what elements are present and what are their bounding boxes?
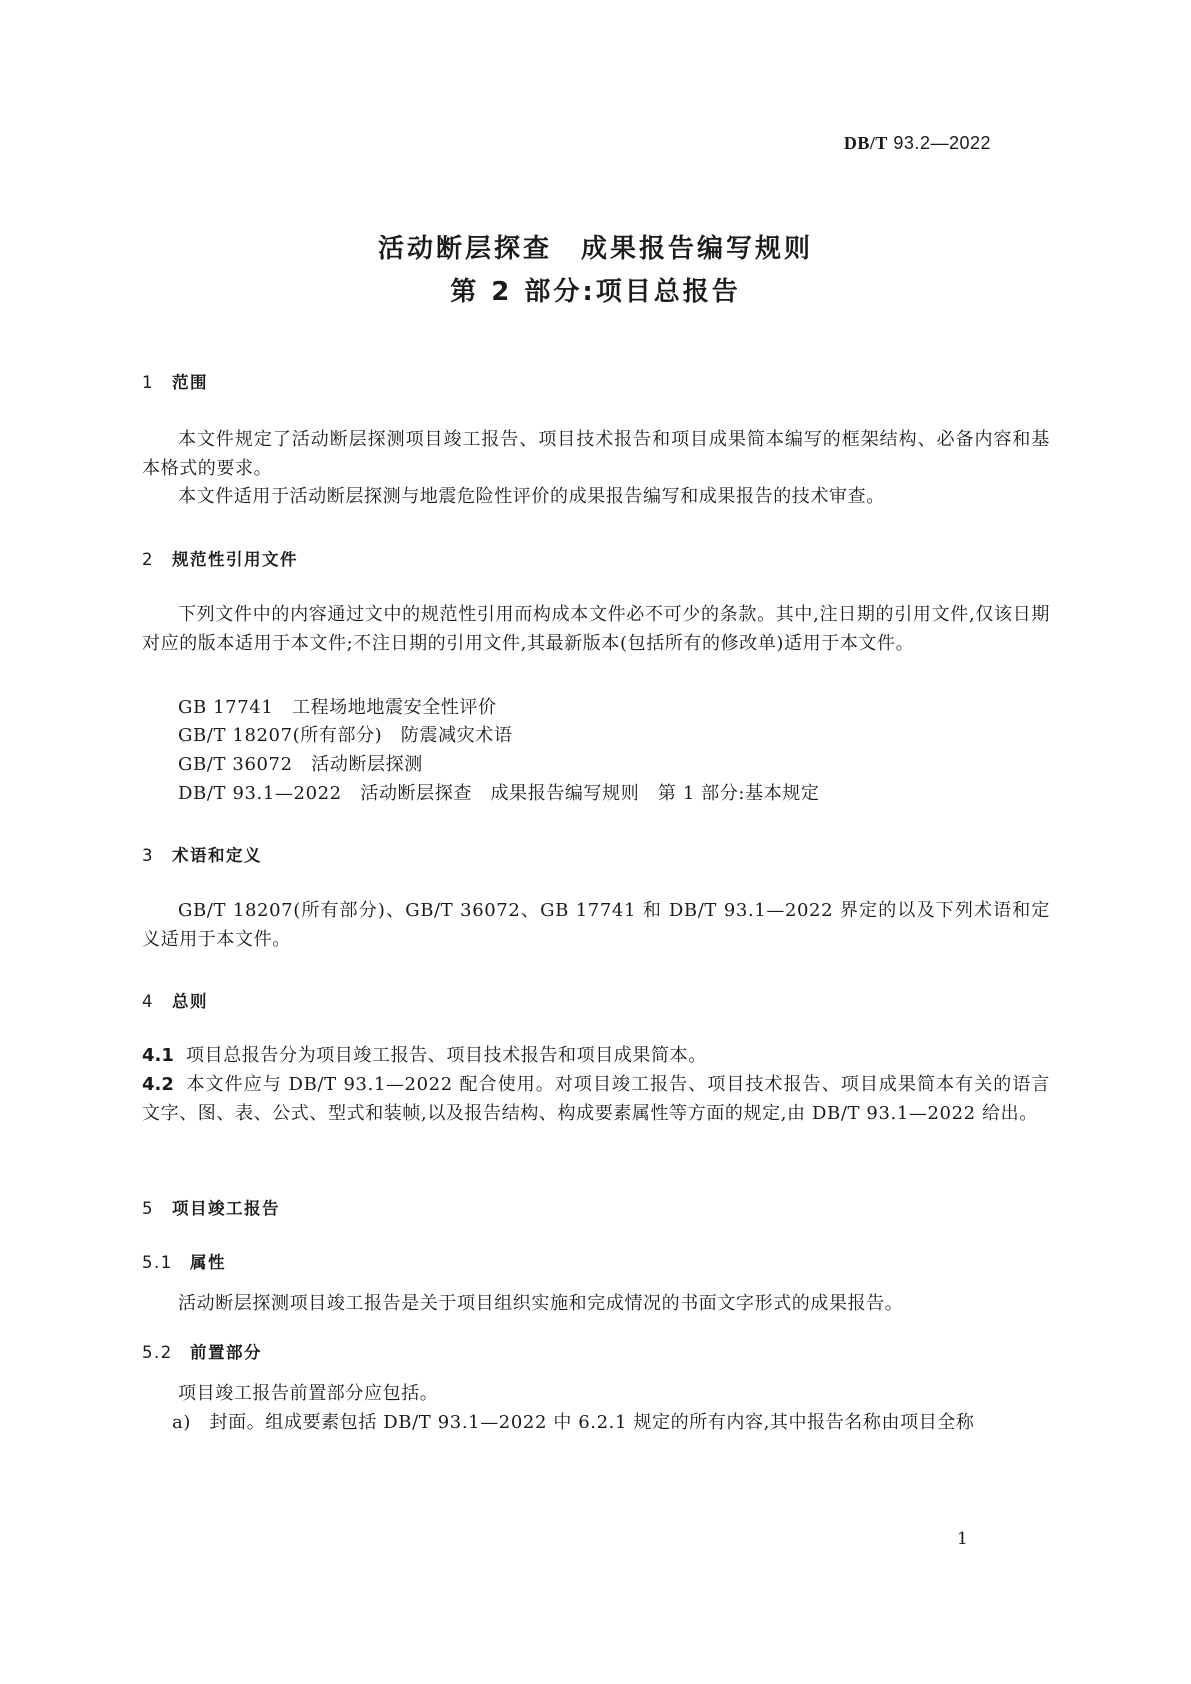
clause-text: 本文件应与 DB/T 93.1—2022 配合使用。对项目竣工报告、项目技术报告、项目成果简本有关的语言文字、图、表、公式、型式和装帧,以及报告结构、构成要素属性等方面的规定,由 DB/T 93.1—2022 给出。 <box>142 1074 1050 1124</box>
section-title: 总则 <box>172 992 208 1011</box>
subsection-5-2-paragraph: 项目竣工报告前置部分应包括。 <box>178 1383 439 1404</box>
section-number: 4 <box>142 992 154 1011</box>
section-number: 1 <box>142 373 154 392</box>
section-5-heading <box>142 1195 280 1219</box>
subsection-number: 5.2 <box>142 1343 173 1362</box>
clause-number: 4.2 <box>142 1074 174 1095</box>
clause-number: 4.1 <box>142 1045 174 1066</box>
section-title: 范围 <box>172 373 208 392</box>
subsection-5-1-paragraph: 活动断层探测项目竣工报告是关于项目组织实施和完成情况的书面文字形式的成果报告。 <box>178 1293 904 1314</box>
section-3-heading <box>142 842 262 866</box>
section-1-paragraph-2: 本文件适用于活动断层探测与地震危险性评价的成果报告编写和成果报告的技术审查。 <box>178 486 885 507</box>
clause-text: 项目总报告分为项目竣工报告、项目技术报告和项目成果简本。 <box>186 1045 707 1066</box>
clause-4-1 <box>142 1042 1050 1071</box>
standard-code <box>844 133 991 154</box>
document-title-line2: 第 2 部分:项目总报告 <box>450 277 741 307</box>
document-title-line1: 活动断层探查 成果报告编写规则 <box>377 234 813 264</box>
subsection-title: 属性 <box>190 1253 226 1272</box>
standard-code-prefix: DB/T <box>843 133 888 153</box>
subsection-title: 前置部分 <box>190 1343 262 1362</box>
reference-item: GB/T 18207(所有部分) 防震减灾术语 <box>178 725 513 746</box>
clause-4-2 <box>142 1071 1050 1128</box>
section-2-heading <box>142 546 298 570</box>
reference-item: DB/T 93.1—2022 活动断层探查 成果报告编写规则 第 1 部分:基本规定 <box>178 783 820 804</box>
section-3-paragraph: GB/T 18207(所有部分)、GB/T 36072、GB 17741 和 DB/T 93.1—2022 界定的以及下列术语和定义适用于本文件。 <box>142 900 1050 950</box>
reference-item: GB 17741 工程场地地震安全性评价 <box>178 697 497 718</box>
section-number: 3 <box>142 846 154 865</box>
section-number: 5 <box>142 1199 154 1218</box>
reference-item: GB/T 36072 活动断层探测 <box>178 754 423 775</box>
section-1-paragraph-1: 本文件规定了活动断层探测项目竣工报告、项目技术报告和项目成果简本编写的框架结构、必备内容和基本格式的要求。 <box>142 429 1050 479</box>
subsection-5-1-heading <box>142 1249 226 1273</box>
section-1-heading <box>142 369 208 393</box>
section-number: 2 <box>142 550 154 569</box>
section-4-heading <box>142 988 208 1012</box>
subsection-number: 5.1 <box>142 1253 173 1272</box>
standard-code-number: 93.2—2022 <box>893 133 991 153</box>
list-item-a: a) 封面。组成要素包括 DB/T 93.1—2022 中 6.2.1 规定的所有内容,其中报告名称由项目全称 <box>172 1412 975 1433</box>
page-number: 1 <box>957 1529 968 1549</box>
section-title: 项目竣工报告 <box>172 1199 280 1218</box>
section-2-paragraph: 下列文件中的内容通过文中的规范性引用而构成本文件必不可少的条款。其中,注日期的引用文件,仅该日期对应的版本适用于本文件;不注日期的引用文件,其最新版本(包括所有的修改单)适用于本文件。 <box>142 604 1050 654</box>
subsection-5-2-heading <box>142 1339 262 1363</box>
section-title: 术语和定义 <box>172 846 262 865</box>
section-title: 规范性引用文件 <box>172 550 298 569</box>
